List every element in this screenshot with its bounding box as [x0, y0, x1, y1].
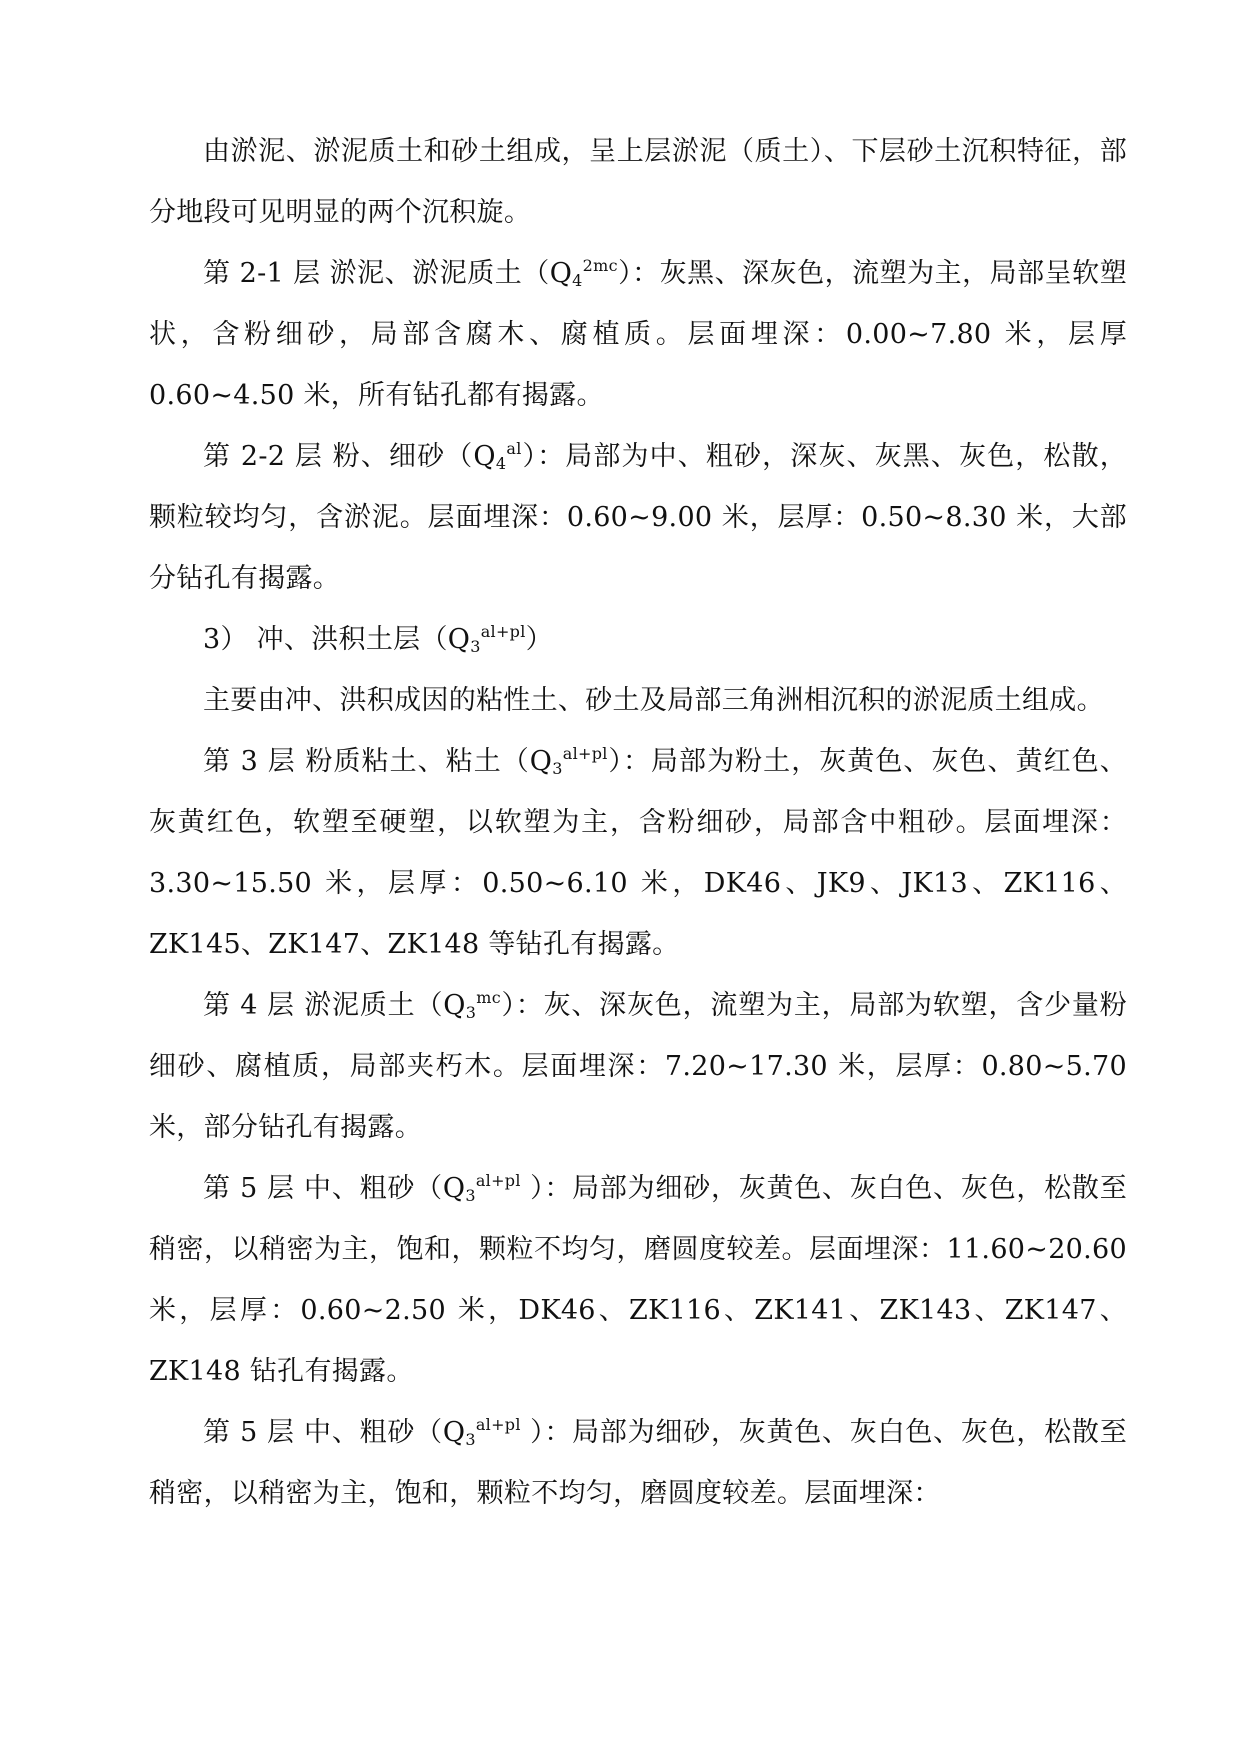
layer-heading: 第 2-2 层 粉、细砂（Q: [203, 441, 496, 472]
paragraph-layer-3: [149, 731, 1127, 975]
layer-description: ）：灰黑、深灰色，流塑为主，局部呈软塑状，含粉细砂，局部含腐木、腐植质。层面埋深：0.00~7.80 米，层厚 0.60~4.50 米，所有钻孔都有揭露。: [149, 258, 1127, 411]
formula-superscript: 2mc: [582, 256, 618, 275]
paragraph-layer-5: [149, 1158, 1127, 1402]
layer-description: ）：局部为粉土，灰黄色、灰色、黄红色、灰黄红色，软塑至硬塑，以软塑为主，含粉细砂，局部含中粗砂。层面埋深：3.30~15.50 米，层厚：0.50~6.10 米，DK46、JK9、JK13、ZK116、ZK145、ZK147、ZK148 等钻孔有揭露。: [149, 746, 1128, 960]
paragraph-layer-4: [149, 975, 1127, 1158]
layer-heading: 第 4 层 淤泥质土（Q: [203, 990, 466, 1021]
layer-description: ）：灰、深灰色，流塑为主，局部为软塑，含少量粉细砂、腐植质，局部夹朽木。层面埋深：7.20~17.30 米，层厚：0.80~5.70 米，部分钻孔有揭露。: [149, 990, 1127, 1143]
formula-subscript: 3: [552, 759, 563, 778]
formula-subscript: 4: [495, 454, 507, 473]
layer-description: ）：局部为中、粗砂，深灰、灰黑、灰色，松散，颗粒较均匀，含淤泥。层面埋深：0.60~9.00 米，层厚：0.50~8.30 米，大部分钻孔有揭露。: [149, 441, 1127, 594]
formula-subscript: 3: [470, 637, 481, 656]
section-heading-close: ）: [525, 624, 553, 655]
layer-heading: 第 3 层 粉质粘土、粘土（Q: [203, 746, 553, 777]
section-heading-text: 3） 冲、洪积土层（Q: [203, 624, 471, 655]
section-heading-alluvial-layer: [149, 609, 1127, 670]
formula-superscript: al+pl: [475, 1171, 521, 1190]
paragraph-layer-5-repeat: [149, 1402, 1127, 1524]
layer-heading: 第 5 层 中、粗砂（Q: [203, 1417, 466, 1448]
formula-superscript: al+pl: [480, 622, 526, 641]
paragraph-text: 主要由冲、洪积成因的粘性土、砂土及局部三角洲相沉积的淤泥质土组成。: [203, 685, 1104, 716]
layer-heading: 第 2-1 层 淤泥、淤泥质土（Q: [203, 258, 573, 289]
formula-superscript: al+pl: [475, 1415, 521, 1434]
formula-superscript: mc: [476, 988, 501, 1007]
formula-superscript: al+pl: [562, 744, 608, 763]
formula-subscript: 3: [465, 1003, 477, 1022]
formula-subscript: 3: [465, 1186, 476, 1205]
formula-superscript: al: [506, 439, 522, 458]
paragraph-layer-2-1: [149, 243, 1127, 426]
formula-subscript: 4: [572, 271, 583, 290]
formula-subscript: 3: [465, 1430, 476, 1449]
paragraph-layer-2-2: [149, 426, 1127, 609]
layer-heading: 第 5 层 中、粗砂（Q: [203, 1173, 466, 1204]
layer-description: ）：局部为细砂，灰黄色、灰白色、灰色，松散至稍密，以稍密为主，饱和，颗粒不均匀，磨圆度较差。层面埋深：: [149, 1417, 1128, 1509]
paragraph-alluvial-overview: [149, 670, 1127, 731]
paragraph-text: 由淤泥、淤泥质土和砂土组成，呈上层淤泥（质土）、下层砂土沉积特征，部分地段可见明显的两个沉积旋。: [149, 136, 1127, 228]
layer-description: ）：局部为细砂，灰黄色、灰白色、灰色，松散至稍密，以稍密为主，饱和，颗粒不均匀，磨圆度较差。层面埋深：11.60~20.60 米，层厚：0.60~2.50 米，DK46、ZK116、ZK141、ZK143、ZK147、ZK148 钻孔有揭露。: [149, 1173, 1128, 1387]
paragraph-sediment-overview: [149, 121, 1127, 243]
